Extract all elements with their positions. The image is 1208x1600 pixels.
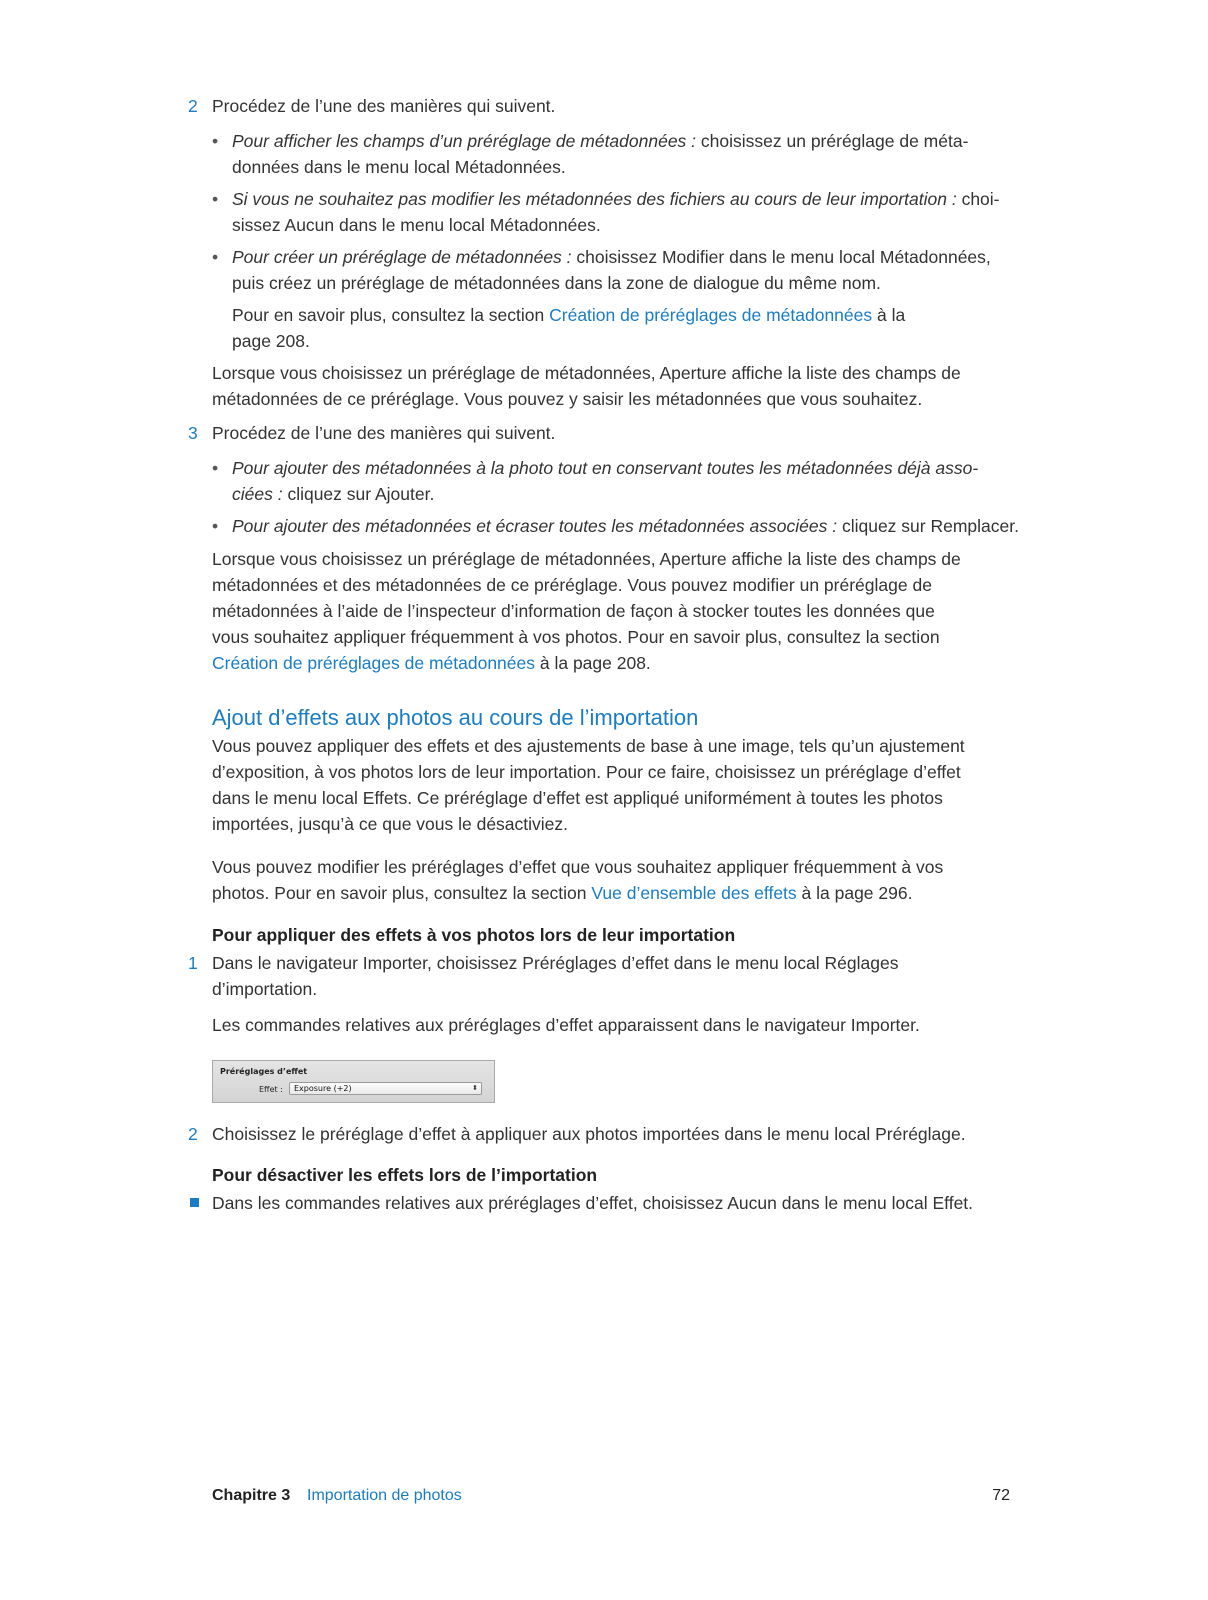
footer-chapter-link[interactable]: Importation de photos — [307, 1487, 462, 1504]
bullet-item: Si vous ne souhaitez pas modifier les métadonnées des fichiers au cours de leur importation : choi- sissez Aucun dans le menu local Métadonnées. — [232, 189, 1000, 235]
section-paragraph: Vous pouvez appliquer des effets et des ajustements de base à une image, tels qu’un ajustement d’exposition, à vos photos lors de leur importation. Pour ce faire, choisissez un préréglage d’effet dans le menu local Effets. Ce préréglage d’effet est appliqué uniformément à toutes les photos importées, jusqu’à ce que vous le désactiviez. — [212, 736, 965, 834]
step-text: Dans le navigateur Importer, choisissez Préréglages d’effet dans le menu local Réglages d’importation. — [212, 953, 899, 999]
more-info-text: Pour en savoir plus, consultez la section Création de préréglages de métadonnées à la page 208. — [232, 305, 906, 351]
step-number: 3 — [188, 423, 198, 443]
bullet-icon: • — [212, 131, 219, 151]
bullet-icon: • — [212, 247, 219, 267]
effect-popup-value: Exposure (+2) — [294, 1084, 352, 1093]
effect-presets-panel — [212, 1060, 495, 1103]
panel-title: Préréglages d’effet — [220, 1067, 308, 1076]
step-number: 1 — [188, 953, 198, 973]
result-text: Lorsque vous choisissez un préréglage de métadonnées, Aperture affiche la liste des champs de métadonnées de ce préréglage. Vous pouvez y saisir les métadonnées que vous souhaitez. — [212, 363, 961, 409]
updown-arrows-icon: ⬍ — [472, 1084, 478, 1092]
section-heading: Ajout d’effets aux photos au cours de l’importation — [212, 705, 699, 730]
task-heading: Pour appliquer des effets à vos photos lors de leur importation — [212, 925, 736, 945]
result-text: Lorsque vous choisissez un préréglage de métadonnées, Aperture affiche la liste des champs de métadonnées et des métadonnées de ce préréglage. Vous pouvez modifier un préréglage de métadonnées à l’aide de l’inspecteur d’information de façon à stocker toutes les données que vous souhaitez appliquer fréquemment à vos photos. Pour en savoir plus, consultez la section Création de préréglages de métadonnées à la page 208. — [212, 549, 961, 673]
bullet-icon: • — [212, 189, 219, 209]
bullet-item: Pour ajouter des métadonnées et écraser toutes les métadonnées associées : cliquez sur Remplacer. — [232, 516, 1019, 536]
task-heading: Pour désactiver les effets lors de l’importation — [212, 1165, 598, 1185]
effect-popup-menu[interactable] — [289, 1082, 482, 1095]
page-number: 72 — [992, 1487, 1010, 1504]
bullet-item: Pour ajouter des métadonnées à la photo tout en conservant toutes les métadonnées déjà asso- ciées : cliquez sur Ajouter. — [232, 458, 979, 504]
link-effects-overview[interactable]: Vue d’ensemble des effets — [591, 883, 797, 903]
bullet-icon: • — [212, 458, 219, 478]
result-text: Les commandes relatives aux préréglages d’effet apparaissent dans le navigateur Importer. — [212, 1015, 920, 1035]
bullet-item: Pour créer un préréglage de métadonnées : choisissez Modifier dans le menu local Métadonnées, puis créez un préréglage de métadonnées dans la zone de dialogue du même nom. — [232, 247, 991, 293]
effect-label: Effet : — [259, 1085, 283, 1094]
step-number: 2 — [188, 96, 198, 116]
step-text: Procédez de l’une des manières qui suivent. — [212, 423, 556, 443]
link-creation-presets[interactable]: Création de préréglages de métadonnées — [212, 653, 535, 673]
footer-chapter: Chapitre 3 — [212, 1487, 291, 1504]
step-number: 2 — [188, 1124, 198, 1144]
step-text: Choisissez le préréglage d’effet à appliquer aux photos importées dans le menu local Préréglage. — [212, 1124, 966, 1144]
step-text: Dans les commandes relatives aux préréglages d’effet, choisissez Aucun dans le menu local Effet. — [212, 1193, 974, 1213]
section-paragraph: Vous pouvez modifier les préréglages d’effet que vous souhaitez appliquer fréquemment à vos photos. Pour en savoir plus, consultez la section Vue d’ensemble des effets à la page 296. — [212, 857, 944, 903]
bullet-icon: • — [212, 516, 219, 536]
link-creation-presets[interactable]: Création de préréglages de métadonnées — [549, 305, 873, 325]
square-bullet-icon — [190, 1198, 199, 1207]
bullet-item: Pour afficher les champs d’un préréglage de métadonnées : choisissez un préréglage de méta- données dans le menu local Métadonnées. — [232, 131, 969, 177]
step-text: Procédez de l’une des manières qui suivent. — [212, 96, 556, 116]
